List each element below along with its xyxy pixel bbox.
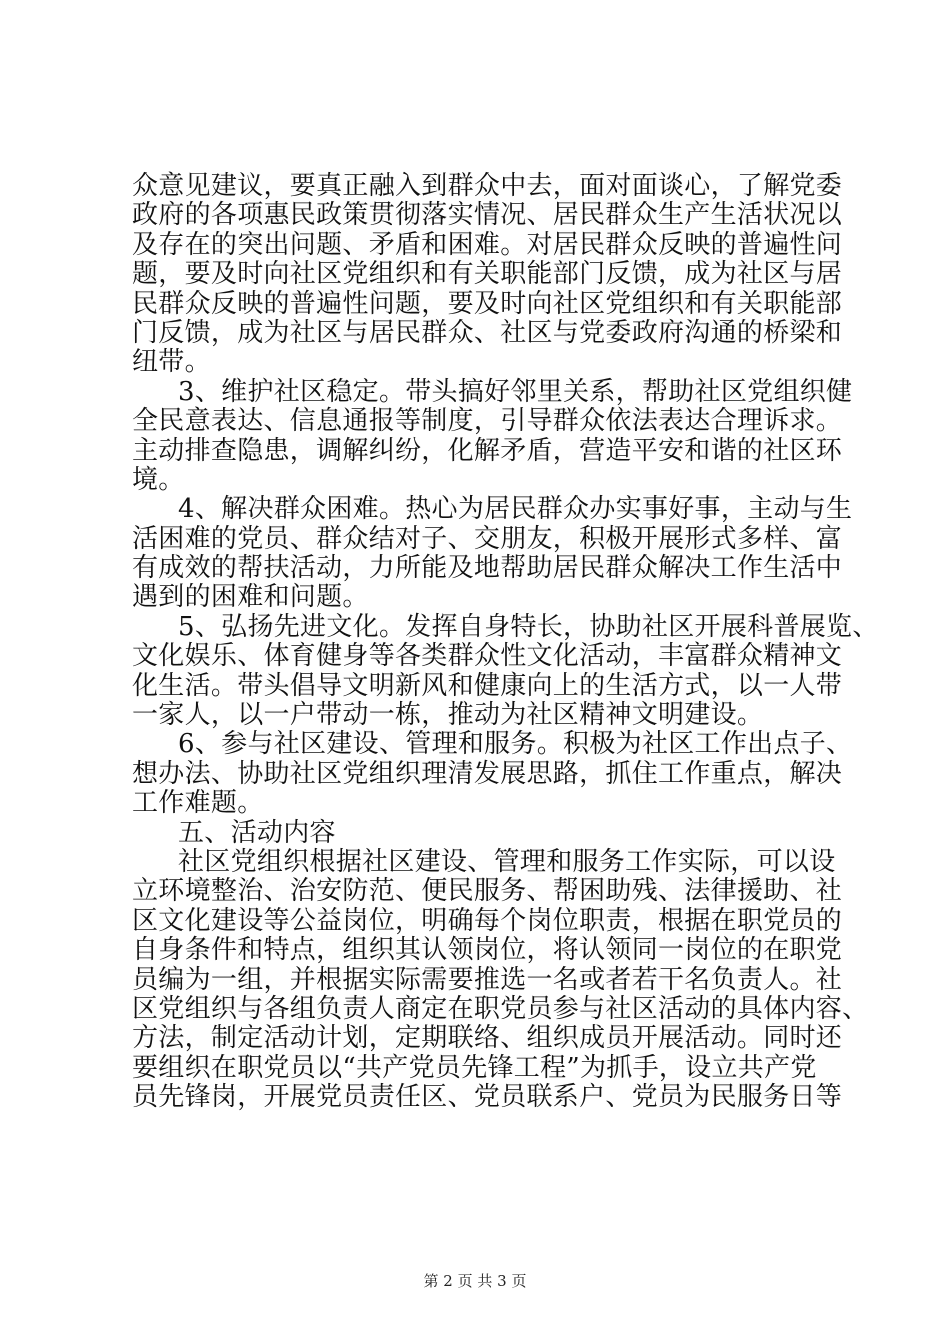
text-line: 要组织在职党员以“共产党员先锋工程”为抓手，设立共产党 — [132, 1052, 817, 1083]
text-line: 主动排查隐患，调解纠纷，化解矛盾，营造平安和谐的社区环 — [132, 435, 843, 466]
text-line: 方法，制定活动计划，定期联络、组织成员开展活动。同时还 — [132, 1023, 843, 1054]
text-line: 文化娱乐、体育健身等各类群众性文化活动，丰富群众精神文 — [132, 641, 843, 672]
text-line: 化生活。带头倡导文明新风和健康向上的生活方式，以一人带 — [132, 670, 843, 701]
text-line: 社区党组织根据社区建设、管理和服务工作实际，可以设 — [178, 846, 836, 877]
text-line: 想办法、协助社区党组织理清发展思路，抓住工作重点，解决 — [132, 758, 843, 789]
section-heading: 五、活动内容 — [178, 817, 336, 848]
text-line: 员编为一组，并根据实际需要推选一名或者若干名负责人。社 — [132, 964, 843, 995]
page-number-footer: 第 2 页 共 3 页 — [423, 1272, 527, 1290]
text-line: 有成效的帮扶活动，力所能及地帮助居民群众解决工作生活中 — [132, 553, 843, 584]
document-body — [132, 171, 879, 1113]
text-line: 区党组织与各组负责人商定在职党员参与社区活动的具体内容、 — [132, 993, 869, 1024]
text-line: 民群众反映的普遍性问题，要及时向社区党组织和有关职能部 — [132, 288, 843, 319]
text-line: 遇到的困难和问题。 — [132, 582, 369, 613]
text-line: 员先锋岗，开展党员责任区、党员联系户、党员为民服务日等 — [132, 1082, 843, 1113]
text-line: 政府的各项惠民政策贯彻落实情况、居民群众生产生活状况以 — [132, 200, 843, 231]
text-line: 5、弘扬先进文化。发挥自身特长，协助社区开展科普展览、 — [178, 611, 879, 642]
text-line: 题，要及时向社区党组织和有关职能部门反馈，成为社区与居 — [132, 259, 843, 290]
text-line: 工作难题。 — [132, 788, 264, 819]
text-line: 自身条件和特点，组织其认领岗位，将认领同一岗位的在职党 — [132, 935, 843, 966]
text-line: 纽带。 — [132, 347, 211, 378]
text-line: 活困难的党员、群众结对子、交朋友，积极开展形式多样、富 — [132, 523, 843, 554]
text-line: 4、解决群众困难。热心为居民群众办实事好事，主动与生 — [178, 494, 853, 525]
text-line: 区文化建设等公益岗位，明确每个岗位职责，根据在职党员的 — [132, 905, 843, 936]
text-line: 众意见建议，要真正融入到群众中去，面对面谈心，了解党委 — [132, 171, 843, 201]
text-line: 3、维护社区稳定。带头搞好邻里关系，帮助社区党组织健 — [178, 376, 853, 407]
text-line: 及存在的突出问题、矛盾和困难。对居民群众反映的普遍性问 — [132, 229, 843, 260]
text-line: 立环境整治、治安防范、便民服务、帮困助残、法律援助、社 — [132, 876, 843, 907]
text-line: 境。 — [132, 464, 185, 495]
text-line: 一家人，以一户带动一栋，推动为社区精神文明建设。 — [132, 700, 764, 731]
text-line: 全民意表达、信息通报等制度，引导群众依法表达合理诉求。 — [132, 406, 843, 437]
text-line: 门反馈，成为社区与居民群众、社区与党委政府沟通的桥梁和 — [132, 317, 843, 348]
text-line: 6、参与社区建设、管理和服务。积极为社区工作出点子、 — [178, 729, 853, 760]
